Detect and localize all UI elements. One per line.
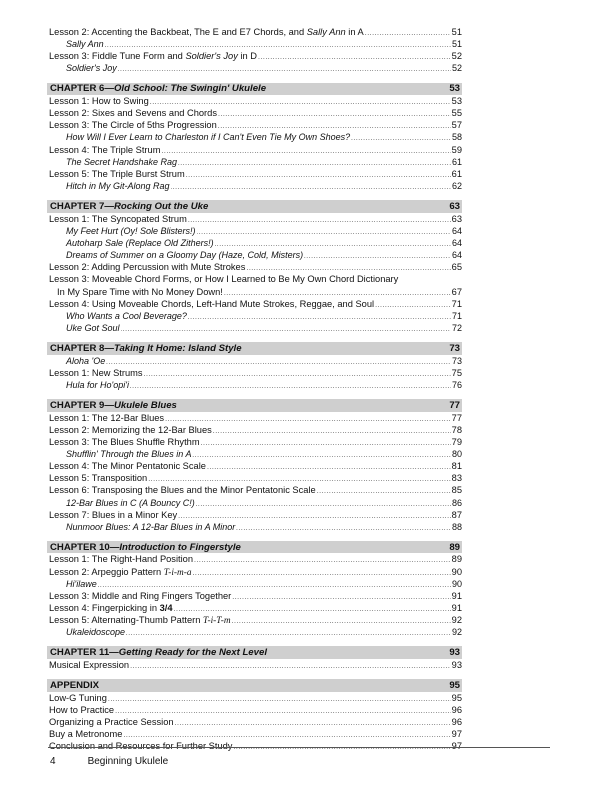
toc-lesson-entry xyxy=(47,107,462,119)
entry-title xyxy=(49,367,143,379)
toc-lesson-entry xyxy=(47,412,462,424)
dot-leader xyxy=(186,170,451,182)
page-footer xyxy=(50,756,168,767)
toc-song-entry xyxy=(47,38,462,50)
entry-page: 62 xyxy=(451,181,462,192)
chapter-name: Getting Ready for the Next Level xyxy=(118,647,267,659)
chapter-title xyxy=(50,542,241,553)
chapter-label: CHAPTER 8— xyxy=(50,342,114,354)
entry-page: 63 xyxy=(451,213,462,224)
entry-text: Lesson 7: Blues in a Minor Key xyxy=(49,509,178,520)
entry-title xyxy=(49,273,398,285)
dot-leader xyxy=(196,499,451,511)
entry-title xyxy=(66,322,120,334)
entry-title xyxy=(49,460,206,472)
entry-title xyxy=(49,704,114,716)
entry-text: Lesson 2: Memorizing the 12-Bar Blues xyxy=(49,424,212,435)
toc-lesson-entry xyxy=(47,659,462,671)
entry-title xyxy=(66,626,125,638)
entry-text: Lesson 3: Fiddle Tune Form and xyxy=(49,51,186,62)
entry-text: Low-G Tuning xyxy=(49,692,107,703)
toc-song-entry xyxy=(47,249,462,261)
entry-page: 51 xyxy=(451,27,462,37)
dot-leader xyxy=(126,628,451,640)
entry-title xyxy=(66,131,350,143)
toc-lesson-entry xyxy=(47,26,462,38)
entry-page: 52 xyxy=(451,63,462,74)
entry-text: Lesson 2: Sixes and Sevens and Chords xyxy=(49,108,217,119)
entry-text: How to Practice xyxy=(49,704,115,715)
entry-text: Lesson 1: How to Swing xyxy=(49,96,149,107)
entry-page: 91 xyxy=(451,590,462,601)
dot-leader xyxy=(317,486,451,498)
dot-leader xyxy=(375,300,451,312)
chapter-name: Ukulele Blues xyxy=(113,399,177,411)
chapter-heading xyxy=(47,342,462,355)
entry-text: in A xyxy=(345,27,364,37)
entry-text: Lesson 5: Transposition xyxy=(49,473,148,484)
entry-page: 55 xyxy=(451,108,462,119)
entry-title xyxy=(49,144,160,156)
entry-title xyxy=(49,728,122,740)
toc-song-entry xyxy=(47,310,462,322)
dot-leader xyxy=(194,555,451,567)
entry-title xyxy=(49,298,374,310)
toc-song-entry xyxy=(47,497,462,509)
chapter-name: Introduction to Fingerstyle xyxy=(119,541,241,553)
dot-leader xyxy=(130,661,451,673)
toc-lesson-entry xyxy=(47,614,462,626)
entry-page: 92 xyxy=(451,615,462,626)
entry-title xyxy=(49,95,149,107)
book-title: Beginning Ukulele xyxy=(87,756,169,767)
entry-text: Lesson 4: The Minor Pentatonic Scale xyxy=(49,461,206,472)
song-title: Sally Ann xyxy=(306,27,346,37)
entry-text: Shufflin' Through the Blues in A xyxy=(66,448,192,459)
entry-title xyxy=(66,180,170,192)
entry-page: 58 xyxy=(451,132,462,143)
toc-song-entry xyxy=(47,62,462,74)
dot-leader xyxy=(108,694,451,706)
toc-lesson-entry xyxy=(47,367,462,379)
entry-text: Hula for Ho'opi'i xyxy=(66,379,129,390)
chapter-heading xyxy=(47,399,462,412)
entry-text: Who Wants a Cool Beverage? xyxy=(66,310,187,321)
entry-text: Lesson 5: Alternating-Thumb Pattern xyxy=(49,615,204,626)
entry-title xyxy=(49,50,257,62)
entry-page: 64 xyxy=(451,237,462,248)
entry-text: Lesson 1: New Strums xyxy=(49,367,143,378)
entry-page: 73 xyxy=(451,355,462,366)
entry-page: 71 xyxy=(451,298,462,309)
entry-text: Hitch in My Git-Along Rag xyxy=(66,181,170,192)
entry-title xyxy=(66,448,191,460)
toc-lesson-entry xyxy=(47,692,462,704)
toc-song-entry xyxy=(47,626,462,638)
entry-page: 67 xyxy=(451,286,462,297)
entry-title xyxy=(49,119,217,131)
song-title: Soldier's Joy xyxy=(185,51,238,62)
entry-page: 72 xyxy=(451,322,462,333)
entry-page: 88 xyxy=(451,521,462,532)
chapter-name: Old School: The Swingin' Ukulele xyxy=(113,83,267,95)
entry-page: 71 xyxy=(451,310,462,321)
entry-title xyxy=(66,237,214,249)
entry-page: 52 xyxy=(451,51,462,62)
entry-text: Lesson 1: The Right-Hand Position xyxy=(49,554,194,565)
entry-text: Lesson 3: Moveable Chord Forms, or How I Learned to Be My Own Chord Dictionary xyxy=(49,274,399,285)
entry-page: 61 xyxy=(451,168,462,179)
chapter-title xyxy=(50,400,177,411)
dot-leader xyxy=(188,215,451,227)
entry-text: 12-Bar Blues in C (A Bouncy C!) xyxy=(66,497,195,508)
entry-page: 64 xyxy=(451,250,462,261)
dot-leader xyxy=(171,182,451,194)
toc-lesson-entry xyxy=(47,144,462,156)
entry-text: Nunmoor Blues: A 12-Bar Blues in A Minor xyxy=(66,521,236,532)
dot-leader xyxy=(236,523,451,535)
chapter-heading xyxy=(47,541,462,554)
entry-page: 61 xyxy=(451,156,462,167)
entry-text: Dreams of Summer on a Gloomy Day (Haze, Cold, Misters) xyxy=(66,250,304,261)
entry-title xyxy=(49,213,187,225)
dot-leader xyxy=(304,251,451,263)
toc-lesson-entry xyxy=(47,436,462,448)
time-signature: 3/4 xyxy=(159,602,173,613)
entry-text: In My Spare Time with No Money Down! xyxy=(57,286,223,297)
toc-song-entry xyxy=(47,131,462,143)
entry-text: Autoharp Sale (Replace Old Zithers!) xyxy=(66,237,214,248)
toc-song-entry xyxy=(47,322,462,334)
entry-title xyxy=(49,436,200,448)
entry-title xyxy=(49,472,147,484)
toc-lesson-entry xyxy=(47,213,462,225)
entry-text: Musical Expression xyxy=(49,659,130,670)
entry-text: How Will I Ever Learn to Charleston if I Can't Even Tie My Own Shoes? xyxy=(66,132,351,143)
chapter-heading xyxy=(47,200,462,213)
entry-title xyxy=(66,379,129,391)
entry-title xyxy=(49,107,217,119)
entry-text: Lesson 3: The Circle of 5ths Progression xyxy=(49,120,217,131)
entry-text: Sally Ann xyxy=(66,39,104,50)
toc-lesson-entry xyxy=(47,298,462,310)
dot-leader xyxy=(161,146,450,158)
entry-title xyxy=(49,168,185,180)
entry-page: 65 xyxy=(451,262,462,273)
entry-page: 76 xyxy=(451,379,462,390)
dot-leader xyxy=(351,133,451,145)
pattern-notation: T-i-m-a xyxy=(163,567,192,578)
entry-text: Organizing a Practice Session xyxy=(49,716,174,727)
dot-leader xyxy=(365,28,451,40)
entry-page: 53 xyxy=(451,96,462,107)
toc-song-entry xyxy=(47,355,462,367)
entry-page: 90 xyxy=(451,578,462,589)
entry-text: Lesson 1: The 12-Bar Blues xyxy=(49,412,165,423)
entry-text: Lesson 1: The Syncopated Strum xyxy=(49,213,187,224)
entry-page: 57 xyxy=(451,120,462,131)
dot-leader xyxy=(218,109,451,121)
chapter-title xyxy=(50,201,208,212)
entry-text: Lesson 4: Using Moveable Chords, Left-Hand Mute Strokes, Reggae, and Soul xyxy=(49,298,375,309)
toc-lesson-entry xyxy=(47,50,462,62)
toc-lesson-entry xyxy=(47,286,462,298)
dot-leader xyxy=(213,426,451,438)
entry-page: 90 xyxy=(451,566,462,577)
toc-lesson-entry xyxy=(47,168,462,180)
entry-title xyxy=(49,509,177,521)
toc-song-entry xyxy=(47,578,462,590)
entry-text: Aloha 'Oe xyxy=(66,355,106,366)
chapter-page: 53 xyxy=(449,83,460,95)
table-of-contents xyxy=(47,26,462,752)
dot-leader xyxy=(258,52,451,64)
entry-page: 59 xyxy=(451,144,462,155)
entry-page: 80 xyxy=(451,448,462,459)
entry-title xyxy=(49,261,245,273)
entry-title xyxy=(49,659,129,671)
entry-text: Lesson 4: The Triple Strum xyxy=(49,144,161,155)
toc-lesson-entry xyxy=(47,716,462,728)
entry-title xyxy=(49,602,173,614)
toc-lesson-entry xyxy=(47,424,462,436)
entry-page: 75 xyxy=(451,367,462,378)
entry-text: Uke Got Soul xyxy=(66,322,120,333)
dot-leader xyxy=(178,158,451,170)
entry-page: 91 xyxy=(451,602,462,613)
toc-lesson-entry xyxy=(47,590,462,602)
chapter-label: CHAPTER 7— xyxy=(50,200,114,212)
chapter-heading xyxy=(47,83,462,96)
dot-leader xyxy=(201,438,451,450)
entry-text: Hi'ilawe xyxy=(66,578,97,589)
toc-lesson-entry xyxy=(47,95,462,107)
chapter-page: 73 xyxy=(449,342,460,354)
chapter-title xyxy=(50,343,242,354)
entry-page: 93 xyxy=(451,659,462,670)
entry-title xyxy=(66,355,105,367)
entry-text: Lesson 2: Arpeggio Pattern xyxy=(49,566,164,577)
entry-page: 92 xyxy=(451,627,462,638)
dot-leader xyxy=(118,64,451,76)
entry-text: Lesson 2: Accenting the Backbeat, The E and E7 Chords, and xyxy=(49,27,307,37)
entry-page: 96 xyxy=(451,716,462,727)
entry-title xyxy=(66,249,303,261)
entry-page: 51 xyxy=(451,39,462,50)
entry-text: in D xyxy=(237,51,257,62)
entry-text: Ukaleidoscope xyxy=(66,627,126,638)
chapter-name: Taking It Home: Island Style xyxy=(113,342,242,354)
dot-leader xyxy=(106,357,451,369)
entry-text: Lesson 6: Transposing the Blues and the Minor Pentatonic Scale xyxy=(49,485,316,496)
chapter-page: 77 xyxy=(449,399,460,411)
dot-leader xyxy=(197,227,451,239)
toc-lesson-entry xyxy=(47,261,462,273)
toc-song-entry xyxy=(47,225,462,237)
entry-page: 83 xyxy=(451,473,462,484)
entry-page: 89 xyxy=(451,554,462,565)
entry-page: 96 xyxy=(451,704,462,715)
entry-page: 77 xyxy=(451,412,462,423)
chapter-label: CHAPTER 10— xyxy=(50,541,120,553)
entry-title xyxy=(49,590,231,602)
entry-title xyxy=(49,692,107,704)
chapter-title xyxy=(50,647,267,658)
pattern-notation: T-i-T-m xyxy=(203,616,231,627)
toc-lesson-entry xyxy=(47,472,462,484)
dot-leader xyxy=(192,568,450,580)
dot-leader xyxy=(144,369,451,381)
toc-lesson-entry xyxy=(47,509,462,521)
chapter-page: 93 xyxy=(449,647,460,659)
toc-song-entry xyxy=(47,448,462,460)
dot-leader xyxy=(188,312,451,324)
toc-lesson-entry xyxy=(47,553,462,565)
dot-leader xyxy=(121,324,451,336)
entry-page: 78 xyxy=(451,424,462,435)
page-number: 4 xyxy=(50,756,56,767)
entry-text: Buy a Metronome xyxy=(49,728,123,739)
chapter-label: APPENDIX xyxy=(50,679,100,691)
dot-leader xyxy=(232,616,451,628)
entry-page: 97 xyxy=(451,728,462,739)
chapter-title xyxy=(50,83,266,94)
entry-page: 79 xyxy=(451,436,462,447)
entry-title xyxy=(66,497,195,509)
toc-lesson-entry xyxy=(47,460,462,472)
chapter-page: 89 xyxy=(449,541,460,553)
entry-title xyxy=(49,716,174,728)
entry-title xyxy=(49,553,193,565)
chapter-page: 63 xyxy=(449,200,460,212)
chapter-heading xyxy=(47,679,462,692)
entry-title xyxy=(66,578,97,590)
toc-song-entry xyxy=(47,237,462,249)
toc-song-entry xyxy=(47,379,462,391)
entry-text: Lesson 3: The Blues Shuffle Rhythm xyxy=(49,436,200,447)
chapter-label: CHAPTER 6— xyxy=(50,83,114,95)
chapter-label: CHAPTER 9— xyxy=(50,399,114,411)
entry-title xyxy=(49,26,364,38)
entry-title xyxy=(57,286,223,298)
entry-page: 81 xyxy=(451,461,462,472)
chapter-title xyxy=(50,680,99,691)
chapter-page: 95 xyxy=(449,679,460,691)
entry-text: My Feet Hurt (Oy! Sole Blisters!) xyxy=(66,225,196,236)
toc-lesson-entry xyxy=(47,566,462,578)
entry-text: Lesson 2: Adding Percussion with Mute Strokes xyxy=(49,262,246,273)
entry-title xyxy=(66,521,235,533)
entry-text: Lesson 4: Fingerpicking in xyxy=(49,602,160,613)
entry-title xyxy=(49,424,212,436)
entry-title xyxy=(66,225,196,237)
entry-page: 86 xyxy=(451,497,462,508)
dot-leader xyxy=(207,462,451,474)
dot-leader xyxy=(175,718,451,730)
toc-song-entry xyxy=(47,156,462,168)
toc-lesson-entry xyxy=(47,119,462,131)
chapter-heading xyxy=(47,646,462,659)
entry-title xyxy=(66,62,117,74)
entry-title xyxy=(49,412,164,424)
entry-page: 87 xyxy=(451,509,462,520)
toc-lesson-entry xyxy=(47,728,462,740)
entry-page: 64 xyxy=(451,225,462,236)
chapter-label: CHAPTER 11— xyxy=(50,647,119,659)
dot-leader xyxy=(130,381,451,393)
entry-text: Lesson 3: Middle and Ring Fingers Together xyxy=(49,590,232,601)
entry-page: 95 xyxy=(451,692,462,703)
toc-lesson-entry xyxy=(47,704,462,716)
entry-title xyxy=(49,484,316,496)
dot-leader xyxy=(192,450,451,462)
entry-text: Soldier's Joy xyxy=(66,63,117,74)
entry-text: The Secret Handshake Rag xyxy=(66,156,178,167)
toc-lesson-entry xyxy=(47,602,462,614)
footer-divider xyxy=(48,747,550,748)
entry-text: Lesson 5: The Triple Burst Strum xyxy=(49,168,185,179)
chapter-name: Rocking Out the Uke xyxy=(113,200,209,212)
dot-leader xyxy=(232,592,450,604)
entry-title xyxy=(66,38,104,50)
entry-page: 85 xyxy=(451,485,462,496)
entry-title xyxy=(66,156,177,168)
toc-song-entry xyxy=(47,521,462,533)
toc-song-entry xyxy=(47,180,462,192)
toc-lesson-entry xyxy=(47,484,462,496)
entry-title xyxy=(66,310,187,322)
